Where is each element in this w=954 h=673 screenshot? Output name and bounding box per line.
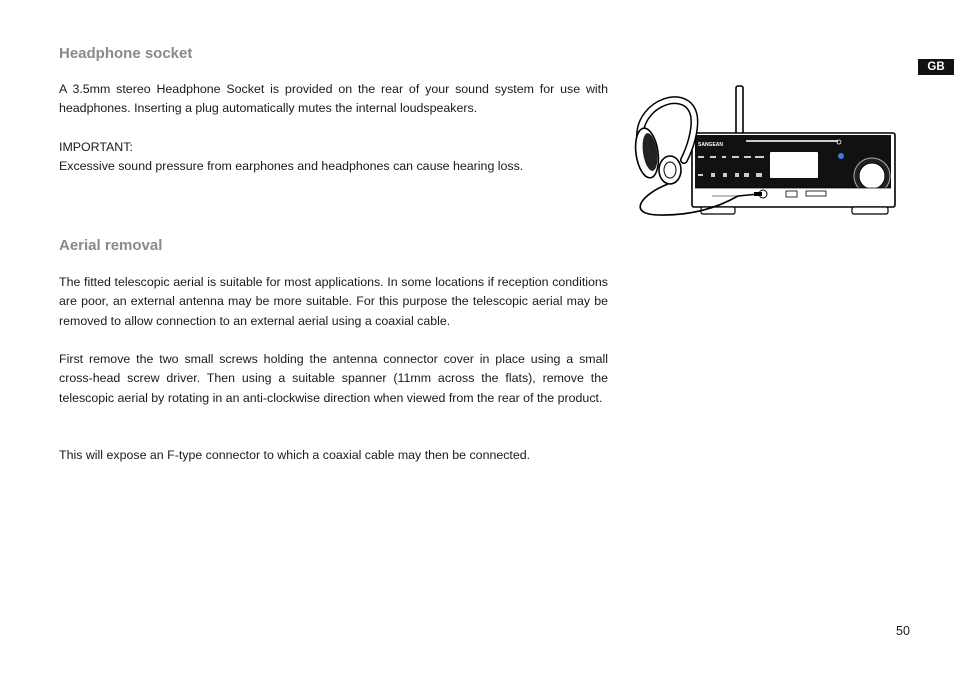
important-warning: Excessive sound pressure from earphones and headphones can cause hearing loss. (59, 159, 524, 173)
aerial-paragraph-1: The fitted telescopic aerial is suitable for most applications. In some locations if reception conditions are poor, an external antenna may be more suitable. For this purpose the telescopic aerial may be removed to allow connection to an external aerial using a coaxial cable. (59, 275, 608, 328)
language-tab: GB (918, 59, 954, 75)
aerial-paragraph-2: First remove the two small screws holding the antenna connector cover in place using a small cross-head screw driver. Then using a suitable spanner (11mm across the flats), remove the telescopic aerial by rotating in an anti-clockwise direction when viewed from the rear of the product. (59, 352, 608, 405)
important-label: IMPORTANT: (59, 140, 133, 154)
headphone-socket-heading: Headphone socket (59, 45, 193, 62)
headphone-intro-paragraph: A 3.5mm stereo Headphone Socket is provided on the rear of your sound system for use with headphones. Inserting a plug automatically mutes the internal loudspeakers. (59, 82, 608, 116)
brand-label: SANGEAN (698, 142, 724, 148)
page-number: 50 (896, 624, 910, 638)
aerial-paragraph-3: This will expose an F-type connector to which a coaxial cable may then be connected. (59, 448, 531, 462)
headphones-sound-system-illustration (628, 84, 898, 220)
aerial-removal-heading: Aerial removal (59, 237, 163, 254)
